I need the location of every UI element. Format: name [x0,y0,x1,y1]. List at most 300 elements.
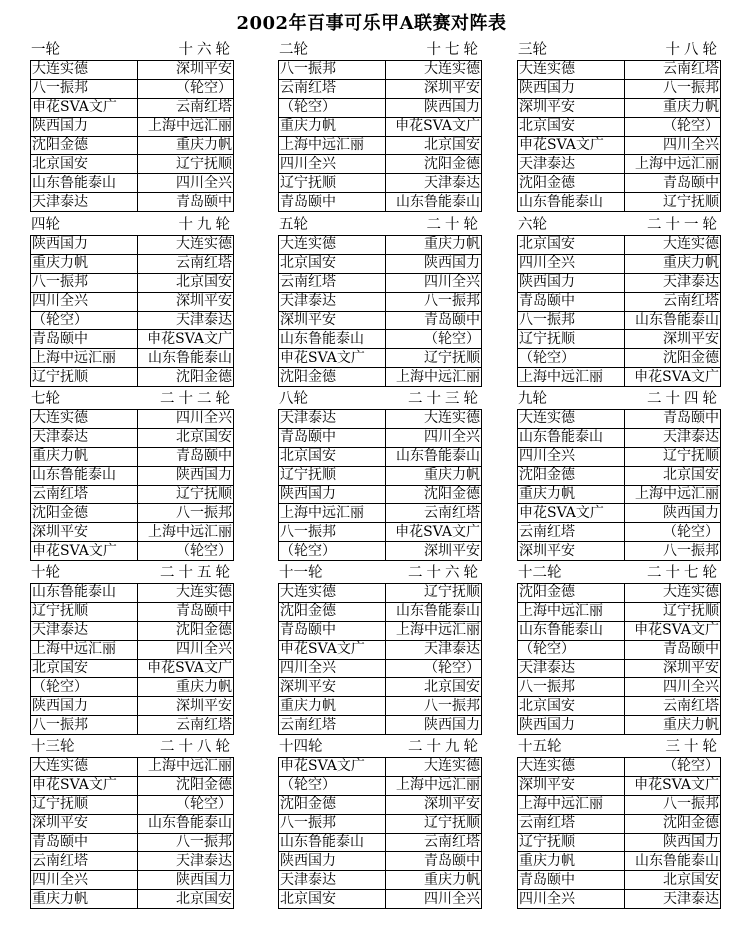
round-header [517,738,722,757]
away-team: 青岛颐中 [625,640,721,659]
home-team: 北京国安 [518,697,625,716]
home-team: 辽宁抚顺 [279,466,386,485]
home-team: 云南红塔 [31,485,138,504]
round-header [30,738,235,757]
home-team: 陕西国力 [518,79,625,98]
home-team: 申花SVA文广 [31,776,138,795]
match-table [278,409,482,561]
match-row [279,523,482,542]
away-team: （轮空） [663,758,719,775]
home-team: 大连实德 [31,758,138,777]
match-table [517,409,721,561]
match-row [31,61,234,80]
away-team: 上海中远汇丽 [138,523,234,542]
away-team: 沈阳金德 [625,814,721,833]
home-team: 重庆力帆 [31,890,138,909]
match-row [518,716,721,735]
match-row [31,349,234,368]
home-team: 辽宁抚顺 [31,602,138,621]
home-team: 青岛颐中 [31,833,138,852]
round-block [278,738,483,909]
away-team: 云南红塔 [663,61,719,78]
match-row [279,155,482,174]
home-team: 陕西国力 [518,273,625,292]
match-row [31,621,234,640]
match-row [31,311,234,330]
away-team: 上海中远汇丽 [386,776,482,795]
round-header [30,390,235,409]
match-row [31,542,234,561]
match-table [517,60,721,212]
home-team: 青岛颐中 [518,292,625,311]
match-row [279,504,482,523]
away-team: 青岛颐中 [386,311,482,330]
match-row [31,117,234,136]
match-table [30,409,234,561]
round-block [278,564,483,735]
match-row [518,292,721,311]
away-team: 青岛颐中 [625,174,721,193]
round-label-second-leg: 二十二轮 [160,391,234,407]
home-team: 上海中远汇丽 [518,795,625,814]
away-team: 山东鲁能泰山 [625,852,721,871]
away-team: 北京国安 [625,871,721,890]
match-row [31,758,234,777]
away-team: 四川全兴 [625,136,721,155]
round-header [517,564,722,583]
match-row [279,852,482,871]
round-label-first-leg: 九轮 [518,391,547,407]
home-team: 大连实德 [279,236,386,255]
home-team: 山东鲁能泰山 [31,466,138,485]
home-team: 深圳平安 [31,523,138,542]
home-team: 四川全兴 [31,871,138,890]
away-team: 北京国安 [386,678,482,697]
home-team: 申花SVA文广 [279,758,386,777]
match-row [279,311,482,330]
match-row [518,447,721,466]
home-team: （轮空） [31,311,138,330]
away-team: 大连实德 [424,410,480,427]
home-team: 天津泰达 [279,410,386,429]
match-row [518,640,721,659]
home-team: 青岛颐中 [518,871,625,890]
match-row [279,193,482,212]
home-team: 重庆力帆 [518,485,625,504]
away-team: 辽宁抚顺 [424,584,480,601]
match-row [279,410,482,429]
away-team: 辽宁抚顺 [138,155,234,174]
round-header [278,216,483,235]
home-team: 大连实德 [518,410,625,429]
away-team: 重庆力帆 [625,716,721,735]
home-team: 重庆力帆 [31,254,138,273]
away-team: 青岛颐中 [138,602,234,621]
match-row [279,890,482,909]
round-label-first-leg: 十四轮 [279,739,323,755]
home-team: 沈阳金德 [518,174,625,193]
away-team: （轮空） [625,523,721,542]
match-row [279,621,482,640]
match-row [279,136,482,155]
away-team: 八一振邦 [138,833,234,852]
home-team: 陕西国力 [31,697,138,716]
away-team: 山东鲁能泰山 [138,349,234,368]
away-team: 天津泰达 [138,852,234,871]
match-row [279,659,482,678]
match-row [279,678,482,697]
away-team: 深圳平安 [138,697,234,716]
home-team: 大连实德 [518,61,625,80]
match-row [31,292,234,311]
match-row [279,368,482,387]
away-team: 青岛颐中 [138,447,234,466]
away-team: 天津泰达 [386,640,482,659]
round-label-first-leg: 十一轮 [279,565,323,581]
page-title: 2002年百事可乐甲A联赛对阵表 [236,13,507,34]
round-label-second-leg: 二十四轮 [647,391,721,407]
home-team: 云南红塔 [279,79,386,98]
match-row [518,136,721,155]
home-team: 陕西国力 [31,117,138,136]
away-team: 申花SVA文广 [625,621,721,640]
home-team: 深圳平安 [279,678,386,697]
away-team: 山东鲁能泰山 [386,193,482,212]
match-row [518,485,721,504]
home-team: 八一振邦 [279,814,386,833]
away-team: 山东鲁能泰山 [386,602,482,621]
away-team: （轮空） [138,79,234,98]
away-team: 八一振邦 [625,795,721,814]
home-team: 沈阳金德 [31,504,138,523]
match-row [518,814,721,833]
home-team: 四川全兴 [518,890,625,909]
home-team: 申花SVA文广 [279,349,386,368]
away-team: 天津泰达 [625,273,721,292]
round-label-second-leg: 十八轮 [665,42,721,58]
away-team: 重庆力帆 [386,466,482,485]
away-team: 天津泰达 [625,428,721,447]
away-team: 申花SVA文广 [138,330,234,349]
match-row [31,330,234,349]
match-row [518,758,721,777]
home-team: 申花SVA文广 [518,136,625,155]
away-team: 辽宁抚顺 [386,349,482,368]
away-team: 辽宁抚顺 [625,602,721,621]
match-row [518,174,721,193]
away-team: 八一振邦 [625,542,721,561]
match-row [518,193,721,212]
round-label-first-leg: 十二轮 [518,565,562,581]
round-label-second-leg: 三十轮 [665,739,721,755]
round-label-first-leg: 十轮 [31,565,60,581]
home-team: 山东鲁能泰山 [279,833,386,852]
round-label-second-leg: 二十八轮 [160,739,234,755]
round-block [278,390,483,561]
away-team: 深圳平安 [138,292,234,311]
home-team: 大连实德 [518,758,625,777]
round-header [278,41,483,60]
match-table [30,60,234,212]
away-team: 重庆力帆 [625,98,721,117]
round-label-second-leg: 二十九轮 [408,739,482,755]
away-team: 深圳平安 [625,659,721,678]
match-row [518,466,721,485]
away-team: 云南红塔 [386,833,482,852]
match-row [518,697,721,716]
home-team: 山东鲁能泰山 [518,621,625,640]
match-row [518,236,721,255]
match-row [31,79,234,98]
round-block [278,41,483,212]
match-row [31,523,234,542]
away-team: 陕西国力 [138,466,234,485]
match-table [30,757,234,909]
round-block [278,216,483,387]
match-row [279,640,482,659]
round-block [517,390,722,561]
match-row [518,117,721,136]
away-team: 重庆力帆 [424,236,480,253]
home-team: 山东鲁能泰山 [31,174,138,193]
home-team: 上海中远汇丽 [518,368,625,387]
home-team: 云南红塔 [518,814,625,833]
away-team: 山东鲁能泰山 [138,814,234,833]
away-team: 北京国安 [138,428,234,447]
away-team: 陕西国力 [625,833,721,852]
home-team: 沈阳金德 [31,136,138,155]
home-team: （轮空） [518,349,625,368]
round-label-first-leg: 三轮 [518,42,547,58]
away-team: （轮空） [386,330,482,349]
round-label-second-leg: 十九轮 [178,217,234,233]
home-team: 八一振邦 [518,678,625,697]
match-table [517,757,721,909]
home-team: 八一振邦 [279,523,386,542]
home-team: 沈阳金德 [518,466,625,485]
home-team: 申花SVA文广 [31,98,138,117]
match-row [279,61,482,80]
away-team: 云南红塔 [625,292,721,311]
round-label-second-leg: 二十三轮 [408,391,482,407]
match-table [278,235,482,387]
home-team: 四川全兴 [518,447,625,466]
home-team: 北京国安 [518,117,625,136]
round-block [30,390,235,561]
home-team: 辽宁抚顺 [31,795,138,814]
away-team: 深圳平安 [176,61,232,78]
away-team: 云南红塔 [138,716,234,735]
round-label-first-leg: 四轮 [31,217,60,233]
match-row [279,871,482,890]
away-team: 上海中远汇丽 [386,368,482,387]
match-row [518,833,721,852]
match-row [518,659,721,678]
away-team: 申花SVA文广 [138,659,234,678]
home-team: 天津泰达 [518,659,625,678]
match-table [278,583,482,735]
away-team: 申花SVA文广 [625,368,721,387]
round-block [30,41,235,212]
home-team: 山东鲁能泰山 [518,428,625,447]
match-row [31,890,234,909]
round-label-second-leg: 二十五轮 [160,565,234,581]
round-block [517,564,722,735]
home-team: 大连实德 [31,410,138,429]
away-team: 深圳平安 [625,330,721,349]
match-table [30,235,234,387]
away-team: 重庆力帆 [625,254,721,273]
round-label-second-leg: 二十六轮 [408,565,482,581]
away-team: 陕西国力 [386,254,482,273]
home-team: 北京国安 [279,447,386,466]
match-row [31,640,234,659]
match-row [31,410,234,429]
home-team: 天津泰达 [518,155,625,174]
match-row [279,330,482,349]
match-row [518,79,721,98]
away-team: 大连实德 [663,236,719,253]
home-team: 沈阳金德 [279,602,386,621]
home-team: 沈阳金德 [279,368,386,387]
away-team: 沈阳金德 [138,776,234,795]
away-team: 沈阳金德 [138,621,234,640]
home-team: 八一振邦 [518,311,625,330]
away-team: 山东鲁能泰山 [386,447,482,466]
away-team: 四川全兴 [176,410,232,427]
away-team: 陕西国力 [138,871,234,890]
round-header [517,41,722,60]
round-label-first-leg: 二轮 [279,42,308,58]
match-row [518,542,721,561]
match-row [31,584,234,603]
match-row [518,428,721,447]
home-team: （轮空） [518,640,625,659]
match-row [518,311,721,330]
home-team: 上海中远汇丽 [518,602,625,621]
match-row [279,466,482,485]
home-team: 北京国安 [279,254,386,273]
match-row [518,621,721,640]
away-team: 云南红塔 [138,98,234,117]
match-row [279,174,482,193]
round-label-first-leg: 十五轮 [518,739,562,755]
round-header [278,564,483,583]
home-team: 重庆力帆 [31,447,138,466]
match-row [518,330,721,349]
home-team: 天津泰达 [279,871,386,890]
match-row [518,98,721,117]
match-row [31,273,234,292]
home-team: 青岛颐中 [279,193,386,212]
home-team: （轮空） [279,542,386,561]
match-row [31,871,234,890]
away-team: 重庆力帆 [386,871,482,890]
home-team: 深圳平安 [518,542,625,561]
match-row [279,254,482,273]
away-team: 深圳平安 [386,542,482,561]
home-team: 北京国安 [279,890,386,909]
away-team: 四川全兴 [625,678,721,697]
away-team: 陕西国力 [386,716,482,735]
match-row [518,795,721,814]
home-team: 深圳平安 [31,814,138,833]
away-team: 陕西国力 [386,98,482,117]
match-row [518,584,721,603]
home-team: 四川全兴 [279,659,386,678]
match-row [31,833,234,852]
away-team: 重庆力帆 [138,136,234,155]
round-block [30,738,235,909]
match-row [279,833,482,852]
home-team: 山东鲁能泰山 [518,193,625,212]
home-team: 辽宁抚顺 [518,330,625,349]
match-row [518,61,721,80]
away-team: 四川全兴 [386,273,482,292]
match-table [517,583,721,735]
away-team: 大连实德 [176,236,232,253]
home-team: 云南红塔 [518,523,625,542]
round-header [517,390,722,409]
home-team: 上海中远汇丽 [31,349,138,368]
match-row [279,79,482,98]
home-team: 申花SVA文广 [31,542,138,561]
away-team: 八一振邦 [386,697,482,716]
match-row [279,795,482,814]
away-team: 青岛颐中 [138,193,234,212]
away-team: 四川全兴 [138,174,234,193]
match-row [279,602,482,621]
away-team: 大连实德 [424,758,480,775]
home-team: 青岛颐中 [279,428,386,447]
round-header [30,216,235,235]
home-team: 青岛颐中 [31,330,138,349]
round-block [517,41,722,212]
away-team: 八一振邦 [138,504,234,523]
match-row [31,136,234,155]
away-team: 云南红塔 [138,254,234,273]
match-table [278,60,482,212]
round-label-first-leg: 六轮 [518,217,547,233]
match-row [279,814,482,833]
home-team: 云南红塔 [31,852,138,871]
round-header [517,216,722,235]
home-team: （轮空） [279,776,386,795]
home-team: 重庆力帆 [279,117,386,136]
match-row [31,504,234,523]
away-team: 大连实德 [176,584,232,601]
away-team: 申花SVA文广 [386,117,482,136]
home-team: 陕西国力 [279,485,386,504]
round-label-first-leg: 五轮 [279,217,308,233]
away-team: 青岛颐中 [663,410,719,427]
home-team: 陕西国力 [279,852,386,871]
home-team: 天津泰达 [31,621,138,640]
match-row [518,410,721,429]
home-team: 天津泰达 [279,292,386,311]
round-label-first-leg: 一轮 [31,42,60,58]
away-team: （轮空） [138,795,234,814]
match-row [279,117,482,136]
home-team: 八一振邦 [31,716,138,735]
away-team: 北京国安 [386,136,482,155]
match-row [518,678,721,697]
match-row [31,602,234,621]
round-block [517,216,722,387]
away-team: 四川全兴 [386,890,482,909]
home-team: 青岛颐中 [279,621,386,640]
match-row [279,349,482,368]
